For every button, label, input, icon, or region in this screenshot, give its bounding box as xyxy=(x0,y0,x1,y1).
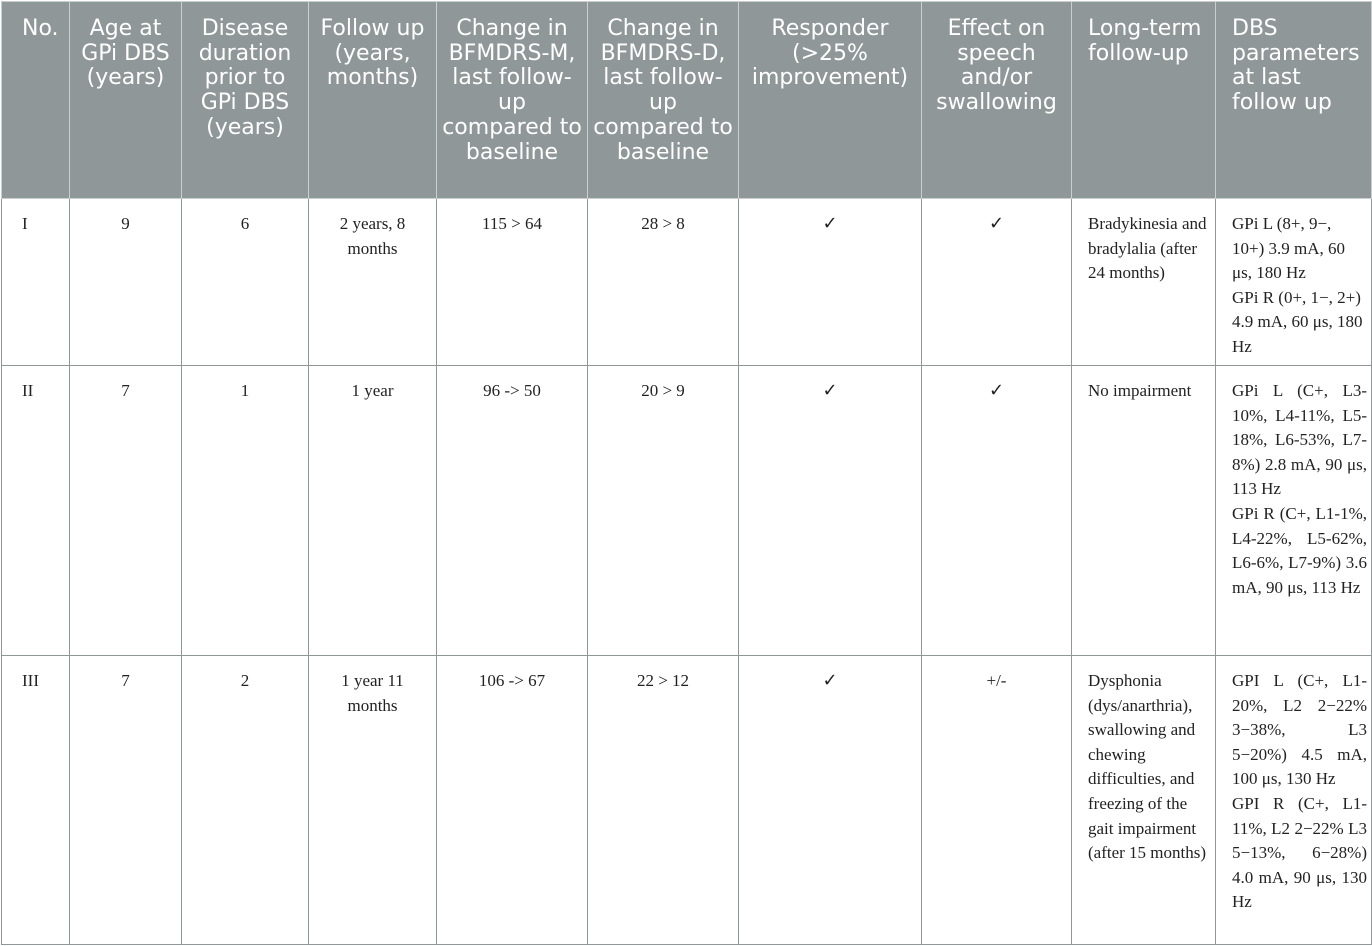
cell-age: 7 xyxy=(70,656,182,945)
cell-follow-up: 1 year 11 months xyxy=(309,656,437,945)
cell-speech-check: ✓ xyxy=(922,199,1072,366)
dbs-right-params: GPi R (0+, 1−, 2+) 4.9 mA, 60 μs, 180 Hz xyxy=(1232,287,1363,356)
header-dbs-parameters: DBS parameters at last follow up xyxy=(1216,2,1372,199)
cell-speech-effect: +/- xyxy=(922,656,1072,945)
cell-bfmdrs-m: 96 -> 50 xyxy=(437,366,588,656)
cell-age: 9 xyxy=(70,199,182,366)
cell-dbs-parameters xyxy=(1216,366,1372,656)
header-bfmdrs-d: Change in BFMDRS-D, last follow-up compared to baseline xyxy=(588,2,739,199)
cell-long-term: Bradykinesia and bradylalia (after 24 months) xyxy=(1072,199,1216,366)
dbs-left-params: GPI L (C+, L1-20%, L2 2−22% 3−38%, L3 5−20%) 4.5 mA, 100 μs, 130 Hz xyxy=(1232,671,1367,789)
cell-dbs-parameters xyxy=(1216,656,1372,945)
header-bfmdrs-m: Change in BFMDRS-M, last follow-up compared to baseline xyxy=(437,2,588,199)
cell-follow-up: 1 year xyxy=(309,366,437,656)
cell-bfmdrs-d: 20 > 9 xyxy=(588,366,739,656)
dbs-left-params: GPi L (C+, L3-10%, L4-11%, L5-18%, L6-53%, L7-8%) 2.8 mA, 90 μs, 113 Hz xyxy=(1232,381,1367,499)
header-disease-duration: Disease duration prior to GPi DBS (years) xyxy=(182,2,309,199)
cell-duration: 2 xyxy=(182,656,309,945)
header-follow-up: Follow up (years, months) xyxy=(309,2,437,199)
header-age: Age at GPi DBS (years) xyxy=(70,2,182,199)
table-row xyxy=(2,366,1372,656)
cell-responder-check: ✓ xyxy=(739,199,922,366)
cell-responder-check: ✓ xyxy=(739,656,922,945)
header-responder: Responder (>25% improvement) xyxy=(739,2,922,199)
cell-long-term: Dysphonia (dys/anarthria), swallowing and chewing difficulties, and freezing of the gait impairment (after 15 months) xyxy=(1072,656,1216,945)
cell-dbs-parameters xyxy=(1216,199,1372,366)
header-long-term: Long-term follow-up xyxy=(1072,2,1216,199)
cell-responder-check: ✓ xyxy=(739,366,922,656)
cell-age: 7 xyxy=(70,366,182,656)
cell-duration: 1 xyxy=(182,366,309,656)
header-speech-swallowing: Effect on speech and/or swallowing xyxy=(922,2,1072,199)
cell-long-term: No impairment xyxy=(1072,366,1216,656)
dbs-right-params: GPI R (C+, L1-11%, L2 2−22% L3 5−13%, 6−28%) 4.0 mA, 90 μs, 130 Hz xyxy=(1232,793,1367,912)
cell-bfmdrs-d: 28 > 8 xyxy=(588,199,739,366)
cell-bfmdrs-d: 22 > 12 xyxy=(588,656,739,945)
cell-duration: 6 xyxy=(182,199,309,366)
dbs-outcomes-table xyxy=(1,1,1372,945)
table-row xyxy=(2,656,1372,945)
cell-no: III xyxy=(2,656,70,945)
cell-no: II xyxy=(2,366,70,656)
table-row xyxy=(2,199,1372,366)
dbs-left-params: GPi L (8+, 9−, 10+) 3.9 mA, 60 μs, 180 Hz xyxy=(1232,214,1345,283)
cell-bfmdrs-m: 115 > 64 xyxy=(437,199,588,366)
cell-bfmdrs-m: 106 -> 67 xyxy=(437,656,588,945)
cell-no: I xyxy=(2,199,70,366)
dbs-right-params: GPi R (C+, L1-1%, L4-22%, L5-62%, L6-6%, L7-9%) 3.6 mA, 90 μs, 113 Hz xyxy=(1232,503,1367,597)
cell-follow-up: 2 years, 8 months xyxy=(309,199,437,366)
header-row xyxy=(2,2,1372,199)
cell-speech-check: ✓ xyxy=(922,366,1072,656)
header-no: No. xyxy=(2,2,70,199)
